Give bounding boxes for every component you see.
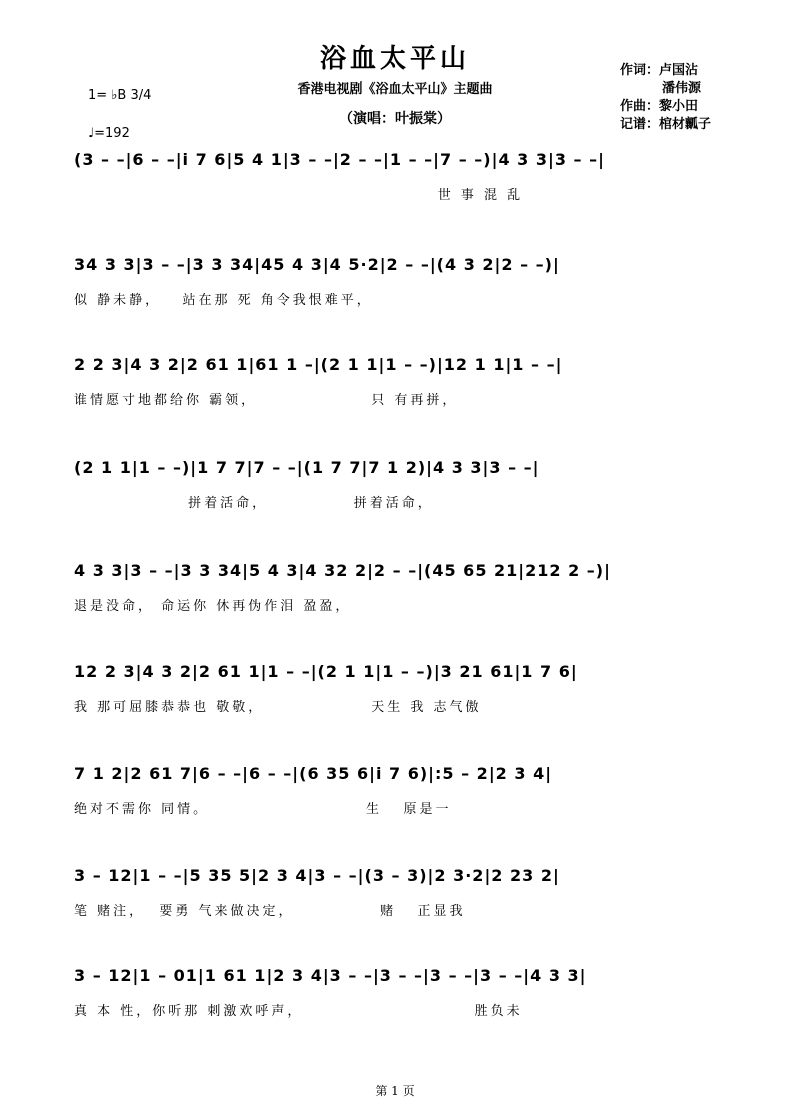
score-notes: 4 3 3|3 – –|3 3 34|5 4 3|4 32 2|2 – –|(45 65 21|212 2 –)|	[74, 561, 611, 580]
score-row-7	[74, 764, 728, 828]
credits-block	[620, 62, 711, 134]
score-lyrics: 我 那可屈膝恭恭也 敬敬， 天生 我 志气傲	[74, 700, 482, 715]
score-lyrics: 退是没命， 命运你 休再伪作泪 盈盈，	[74, 599, 352, 614]
score-lyrics: 真 本 性，你听那 刺激欢呼声， 胜负未	[74, 1004, 523, 1019]
credit-transcriber: 记谱：棺材瓤子	[620, 117, 712, 132]
score-notes: 7 1 2|2 61 7|6 – –|6 – –|(6 35 6|i 7 6)|:5 – 2|2 3 4|	[74, 764, 553, 783]
score-row-1	[74, 150, 728, 214]
tempo-marking: ♩=192	[88, 126, 130, 141]
key-signature: 1= ♭B 3/4	[88, 88, 152, 103]
score-row-2	[74, 255, 728, 319]
score-lyrics: 世 事 混 乱	[74, 188, 524, 203]
score-row-3	[74, 355, 728, 419]
score-lyrics: 谁情愿寸地都给你 霸领， 只 有再拼，	[74, 393, 459, 408]
score-row-4	[74, 458, 728, 522]
singer-line: （演唱：叶振棠）	[339, 111, 451, 127]
score-row-8	[74, 866, 728, 930]
credit-lyricist-2: 潘伟源	[662, 81, 702, 96]
score-notes: 3 – 12|1 – 01|1 61 1|2 3 4|3 – –|3 – –|3 – –|3 – –|4 3 3|	[74, 966, 587, 985]
score-lyrics: 似 静未静， 站在那 死 角令我恨难平，	[74, 293, 373, 308]
song-title: 浴血太平山	[319, 44, 470, 74]
score-notes: 12 2 3|4 3 2|2 61 1|1 – –|(2 1 1|1 – –)|3 21 61|1 7 6|	[74, 662, 578, 681]
page-number: 第 1 页	[375, 1084, 415, 1098]
song-subtitle: 香港电视剧《浴血太平山》主题曲	[297, 82, 493, 97]
score-notes: 34 3 3|3 – –|3 3 34|45 4 3|4 5·2|2 – –|(4 3 2|2 – –)|	[74, 255, 560, 274]
score-notes: 3 – 12|1 – –|5 35 5|2 3 4|3 – –|(3 – 3)|2 3·2|2 23 2|	[74, 866, 560, 885]
score-row-6	[74, 662, 728, 726]
credit-lyricist: 作词：卢国沾	[620, 63, 699, 78]
score-row-5	[74, 561, 728, 625]
score-lyrics: 笔 赌注， 要勇 气来做决定， 赌 正显我	[74, 904, 466, 919]
score-notes: (3 – –|6 – –|i 7 6|5 4 1|3 – –|2 – –|1 – –|7 – –)|4 3 3|3 – –|	[74, 150, 605, 169]
score-lyrics: 拼着活命， 拼着活命，	[74, 496, 434, 511]
score-row-9	[74, 966, 728, 1030]
score-notes: (2 1 1|1 – –)|1 7 7|7 – –|(1 7 7|7 1 2)|4 3 3|3 – –|	[74, 458, 540, 477]
credit-composer: 作曲：黎小田	[620, 99, 699, 114]
score-notes: 2 2 3|4 3 2|2 61 1|61 1 –|(2 1 1|1 – –)|12 1 1|1 – –|	[74, 355, 563, 374]
score-lyrics: 绝对不需你 同情。 生 原是一	[74, 802, 452, 817]
